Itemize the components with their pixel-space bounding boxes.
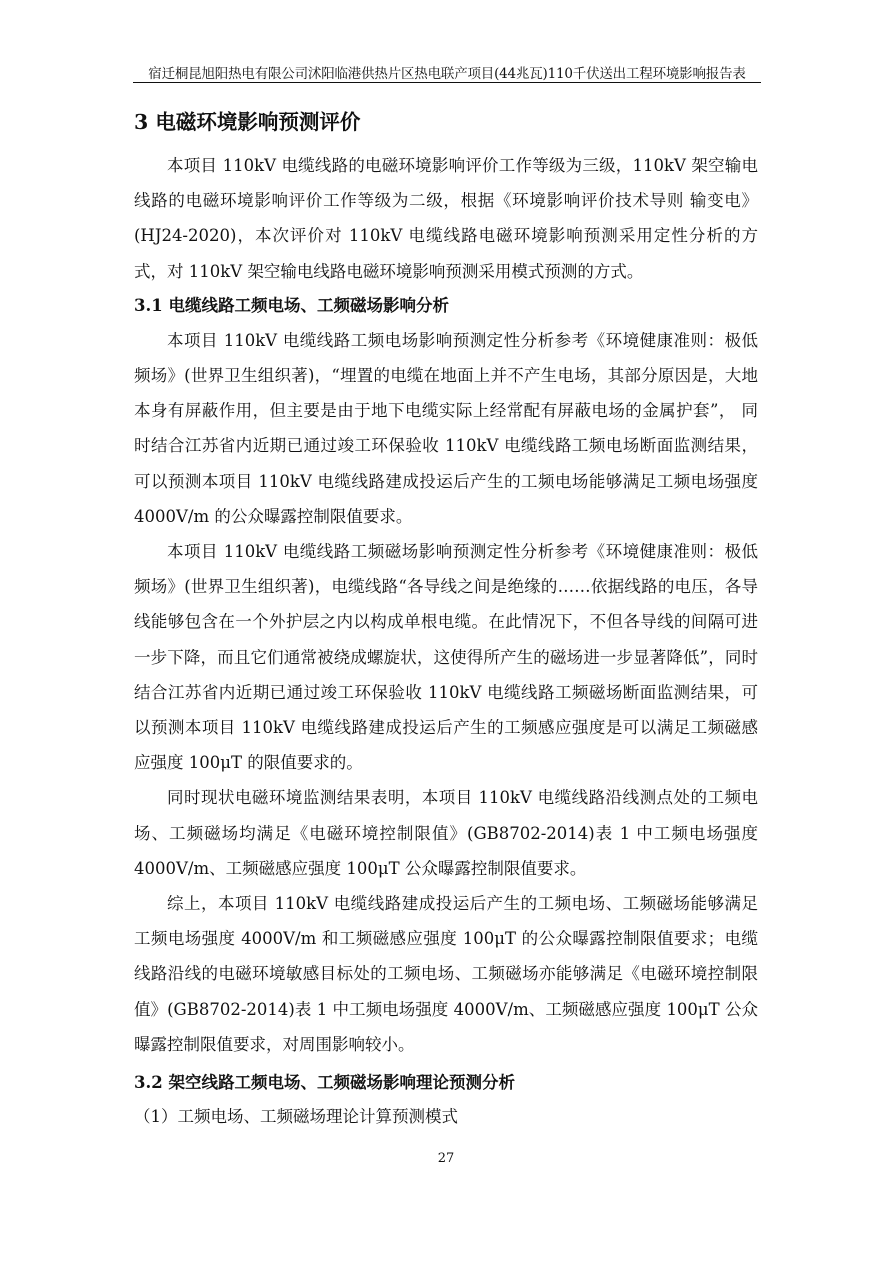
section-3-intro-paragraph: 本项目 110kV 电缆线路的电磁环境影响评价工作等级为三级，110kV 架空输电线路的电磁环境影响评价工作等级为二级，根据《环境影响评价技术导则 输变电》(HJ24-2020)，本次评价对 110kV 电缆线路电磁环境影响预测采用定性分析的方式，对 110kV 架空输电线路电磁环境影响预测采用模式预测的方式。 [134,156,758,281]
cable-electric-field-paragraph: 本项目 110kV 电缆线路工频电场影响预测定性分析参考《环境健康准则：极低频场》(世界卫生组织著)，“埋置的电缆在地面上并不产生电场，其部分原因是，大地本身有屏蔽作用，但主要是由于地下电缆实际上经常配有屏蔽电场的金属护套”， 同时结合江苏省内近期已通过竣工环保验收 110kV 电缆线路工频电场断面监测结果，可以预测本项目 110kV 电缆线路建成投运后产生的工频电场能够满足工频电场强度 4000V/m 的公众曝露控制限值要求。 [134,330,758,526]
page-number: 27 [437,1151,455,1166]
document-header: 宿迁桐昆旭阳热电有限公司沭阳临港供热片区热电联产项目(44兆瓦)110千伏送出工程环境影响报告表 [148,66,746,82]
section-3-1-title: 3.1 电缆线路工频电场、工频磁场影响分析 [134,295,449,315]
monitoring-results-paragraph: 同时现状电磁环境监测结果表明，本项目 110kV 电缆线路沿线测点处的工频电场、工频磁场均满足《电磁环境控制限值》(GB8702-2014)表 1 中工频电场强度 4000V/m、工频磁感应强度 100μT 公众曝露控制限值要求。 [134,788,758,878]
page-body [134,104,758,1134]
section-3-title: 3 电磁环境影响预测评价 [134,110,361,134]
header-rule [133,82,761,83]
summary-paragraph: 综上，本项目 110kV 电缆线路建成投运后产生的工频电场、工频磁场能够满足工频电场强度 4000V/m 和工频磁感应强度 100μT 的公众曝露控制限值要求；电缆线路沿线的电磁环境敏感目标处的工频电场、工频磁场亦能够满足《电磁环境控制限值》(GB8702-2014)表 1 中工频电场强度 4000V/m、工频磁感应强度 100μT 公众曝露控制限值要求，对周围影响较小。 [134,894,758,1054]
cable-magnetic-field-paragraph: 本项目 110kV 电缆线路工频磁场影响预测定性分析参考《环境健康准则：极低频场》(世界卫生组织著)，电缆线路“各导线之间是绝缘的……依据线路的电压，各导线能够包含在一个外护层之内以构成单根电缆。在此情况下，不但各导线的间隔可进一步下降，而且它们通常被绕成螺旋状，这使得所产生的磁场进一步显著降低”，同时结合江苏省内近期已通过竣工环保验收 110kV 电缆线路工频磁场断面监测结果，可以预测本项目 110kV 电缆线路建成投运后产生的工频感应强度是可以满足工频磁感应强度 100μT 的限值要求的。 [134,542,758,773]
section-3-2-title: 3.2 架空线路工频电场、工频磁场影响理论预测分析 [134,1073,515,1093]
section-3-2-item-1: （1）工频电场、工频磁场理论计算预测模式 [134,1107,458,1127]
